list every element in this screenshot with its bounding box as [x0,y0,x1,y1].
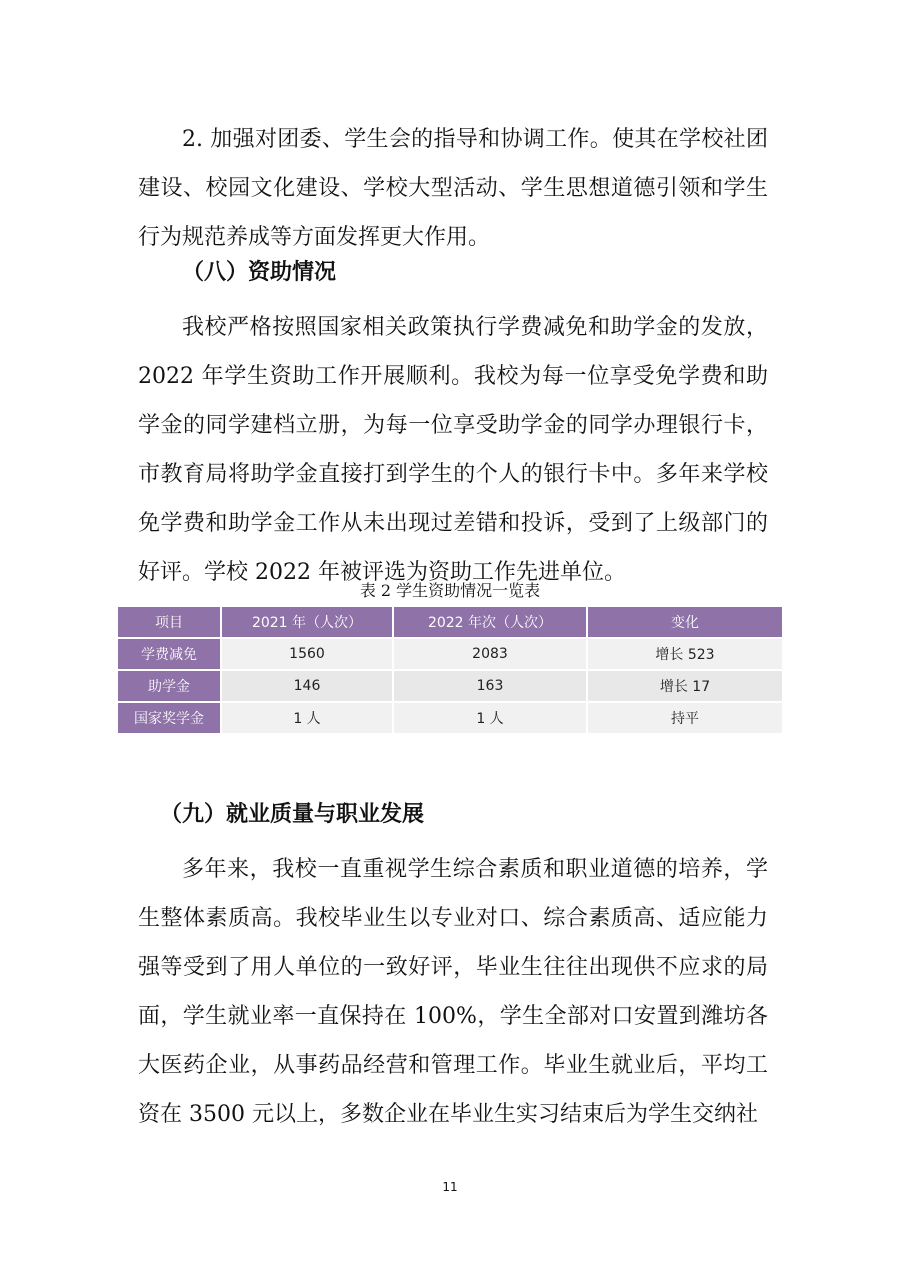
row-label: 国家奖学金 [118,703,220,733]
header-change: 变化 [588,607,782,637]
page-number: 11 [442,1180,458,1194]
row-label: 学费减免 [118,639,220,669]
cell-change: 增长 17 [588,671,782,701]
table-header-row [118,607,782,637]
table-caption: 表 2 学生资助情况一览表 [359,581,541,600]
paragraph-employment: 多年来，我校一直重视学生综合素质和职业道德的培养，学生整体素质高。我校毕业生以专业对口、综合素质高、适应能力强等受到了用人单位的一致好评，毕业生往往出现供不应求的局面，学生就业率一直保持在 100%，学生全部对口安置到潍坊各大医药企业，从事药品经营和管理工作。毕业生就业后，平均工资在 3500 元以上，多数企业在毕业生实习结束后为学生交纳社 [138,857,768,1127]
cell-change: 增长 523 [588,639,782,669]
row-label: 助学金 [118,671,220,701]
heading-financial-aid: （八）资助情况 [182,260,337,285]
cell-2021: 1560 [222,639,392,669]
cell-2022: 1 人 [394,703,586,733]
paragraph-team-guidance: 2. 加强对团委、学生会的指导和协调工作。使其在学校社团建设、校园文化建设、学校大型活动、学生思想道德引领和学生行为规范养成等方面发挥更大作用。 [138,127,768,250]
header-2022: 2022 年次（人次） [394,607,586,637]
cell-2021: 146 [222,671,392,701]
cell-change: 持平 [588,703,782,733]
heading-employment: （九）就业质量与职业发展 [160,802,425,827]
header-2021: 2021 年（人次） [222,607,392,637]
table-row [118,671,782,701]
table-row [118,639,782,669]
cell-2021: 1 人 [222,703,392,733]
aid-table [116,605,784,735]
cell-2022: 2083 [394,639,586,669]
paragraph-financial-aid: 我校严格按照国家相关政策执行学费减免和助学金的发放，2022 年学生资助工作开展顺利。我校为每一位享受免学费和助学金的同学建档立册，为每一位享受助学金的同学办理银行卡，市教育局将助学金直接打到学生的个人的银行卡中。多年来学校免学费和助学金工作从未出现过差错和投诉，受到了上级部门的好评。学校 2022 年被评选为资助工作先进单位。 [138,315,768,585]
header-item: 项目 [118,607,220,637]
cell-2022: 163 [394,671,586,701]
table-row [118,703,782,733]
